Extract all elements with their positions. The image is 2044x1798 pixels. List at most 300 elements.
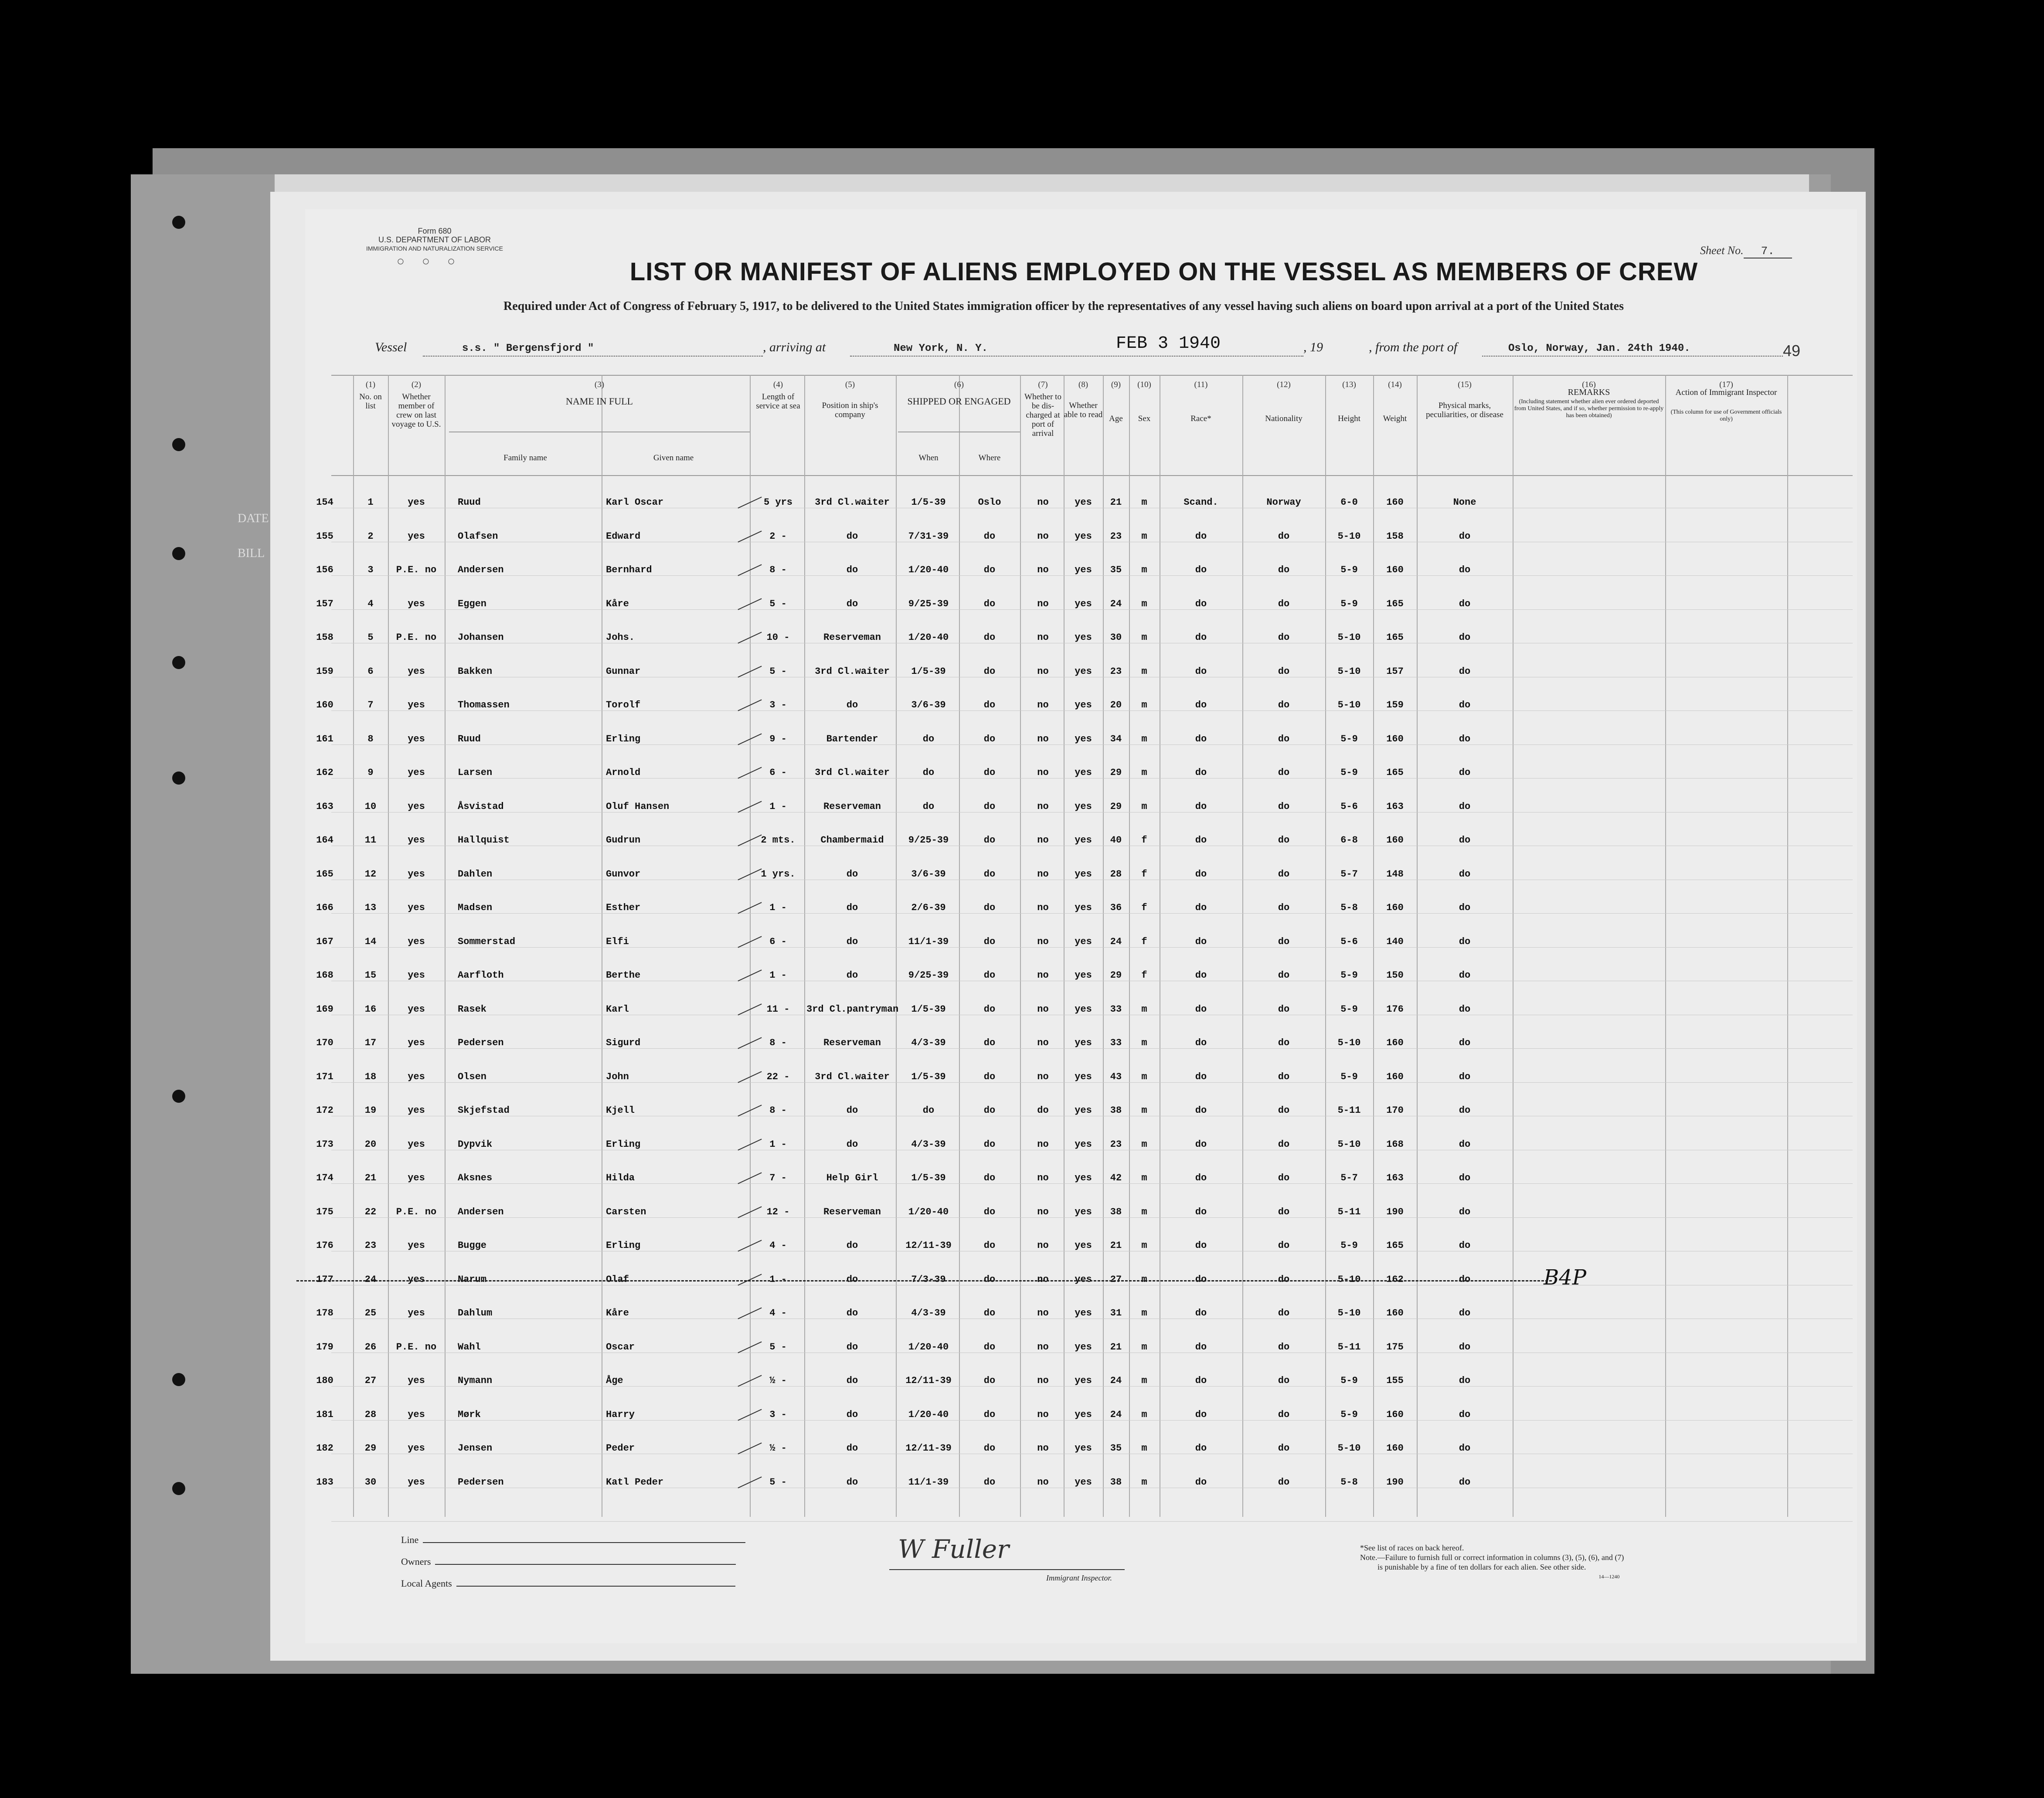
- cell-when: 1/5-39: [911, 1071, 946, 1082]
- cell-where: do: [983, 1341, 996, 1353]
- cell-prev: P.E. no: [396, 1341, 437, 1353]
- cell-sex: m: [1141, 733, 1147, 744]
- outer-line-number: 175: [316, 1206, 333, 1217]
- cell-phys: do: [1459, 666, 1471, 677]
- cell-height: 5-7: [1340, 868, 1358, 880]
- remark-initials: B4P: [1543, 1265, 1587, 1290]
- cell-disch: no: [1037, 936, 1049, 947]
- cell-family: Narum: [458, 1274, 487, 1285]
- cell-when: do: [922, 1105, 935, 1116]
- cell-where: do: [983, 1037, 996, 1048]
- cell-race: do: [1195, 1308, 1207, 1319]
- header-position: Position in ship's company: [822, 401, 878, 419]
- row-rule: [331, 913, 1853, 914]
- cell-no: 7: [367, 700, 374, 710]
- cell-read: yes: [1075, 1409, 1092, 1420]
- outer-line-number: 162: [316, 767, 333, 778]
- outer-line-number: 179: [316, 1341, 333, 1353]
- cell-no: 8: [367, 733, 374, 744]
- cell-sex: m: [1141, 1308, 1147, 1319]
- cell-nat: do: [1278, 801, 1290, 812]
- cell-read: yes: [1075, 835, 1092, 846]
- cell-given: Berthe: [606, 970, 641, 981]
- cell-nat: do: [1278, 970, 1290, 981]
- header-family-name: Family name: [503, 453, 547, 462]
- cell-where: do: [983, 801, 996, 812]
- cell-sex: m: [1141, 801, 1147, 812]
- cell-given: Erling: [606, 1240, 641, 1251]
- outer-line-number: 176: [316, 1240, 333, 1251]
- cell-height: 5-8: [1340, 902, 1358, 913]
- cell-given: Hilda: [606, 1173, 635, 1183]
- side-labels: [238, 501, 269, 571]
- cell-phys: do: [1459, 1003, 1471, 1015]
- cell-no: 29: [364, 1443, 377, 1454]
- cell-nat: do: [1278, 902, 1290, 913]
- header-member-prev: Whether member of crew on last voyage to U.S.: [391, 392, 441, 429]
- cell-sex: m: [1141, 666, 1147, 677]
- cell-weight: 162: [1386, 1274, 1404, 1285]
- column-number: (16): [1582, 380, 1596, 389]
- column-number: (14): [1388, 380, 1402, 389]
- cell-disch: no: [1037, 1476, 1049, 1488]
- arriving-label: , arriving at: [763, 340, 826, 354]
- cell-nat: do: [1278, 1308, 1290, 1319]
- cell-length: 2 -: [769, 530, 787, 542]
- cell-nat: do: [1278, 767, 1290, 778]
- cell-disch: no: [1037, 1308, 1049, 1319]
- cell-nat: do: [1278, 1206, 1290, 1217]
- cell-no: 21: [364, 1173, 377, 1183]
- cell-position: do: [846, 1341, 858, 1353]
- outer-line-number: 166: [316, 902, 333, 913]
- cell-when: 1/5-39: [911, 1173, 946, 1183]
- cell-read: yes: [1075, 700, 1092, 710]
- cell-read: yes: [1075, 767, 1092, 778]
- footer-line-rule: [423, 1542, 745, 1543]
- cell-weight: 165: [1386, 1240, 1404, 1251]
- cell-sex: m: [1141, 1274, 1147, 1285]
- cell-position: do: [846, 1274, 858, 1285]
- cell-when: do: [922, 733, 935, 744]
- cell-length: 1 -: [769, 801, 787, 812]
- cell-no: 4: [367, 598, 374, 609]
- cell-phys: do: [1459, 902, 1471, 913]
- row-strikethrough: [296, 1280, 1552, 1281]
- cell-race: do: [1195, 1409, 1207, 1420]
- column-rule: [1787, 375, 1788, 1517]
- manifest-sheet-inner: [305, 209, 1857, 1643]
- cell-nat: do: [1278, 1003, 1290, 1015]
- cell-prev: yes: [408, 1308, 425, 1319]
- cell-when: do: [922, 801, 935, 812]
- cell-weight: 155: [1386, 1375, 1404, 1386]
- cell-height: 5-11: [1337, 1341, 1361, 1353]
- cell-length: 5 -: [769, 598, 787, 609]
- header-sex: Sex: [1138, 414, 1151, 423]
- cell-sex: m: [1141, 1071, 1147, 1082]
- cell-phys: None: [1453, 497, 1476, 508]
- cell-length: 2 mts.: [761, 835, 796, 846]
- cell-race: do: [1195, 1071, 1207, 1082]
- vessel-line: [331, 334, 1857, 366]
- cell-prev: yes: [408, 1443, 425, 1454]
- footer-owners-label: Owners: [401, 1556, 431, 1567]
- cell-read: yes: [1075, 1443, 1092, 1454]
- row-rule: [331, 947, 1853, 948]
- binder-hole: [172, 1373, 185, 1386]
- cell-prev: yes: [408, 1139, 425, 1150]
- cell-length: 8 -: [769, 1105, 787, 1116]
- cell-height: 5-9: [1340, 1375, 1358, 1386]
- form-identifier: [366, 227, 503, 269]
- column-rule: [1665, 375, 1666, 1517]
- cell-sex: m: [1141, 530, 1147, 542]
- column-number: (12): [1277, 380, 1291, 389]
- footer-line-label: Line: [401, 1534, 419, 1545]
- cell-nat: do: [1278, 1173, 1290, 1183]
- cell-phys: do: [1459, 936, 1471, 947]
- cell-given: Kåre: [606, 598, 629, 609]
- cell-disch: no: [1037, 1037, 1049, 1048]
- cell-phys: do: [1459, 1274, 1471, 1285]
- header-read: Whether able to read: [1064, 401, 1103, 419]
- cell-position: do: [846, 564, 858, 575]
- cell-length: 9 -: [769, 733, 787, 744]
- cell-sex: m: [1141, 700, 1147, 710]
- cell-disch: no: [1037, 1443, 1049, 1454]
- cell-read: yes: [1075, 1308, 1092, 1319]
- cell-height: 5-6: [1340, 801, 1358, 812]
- cell-prev: yes: [408, 1375, 425, 1386]
- cell-disch: no: [1037, 801, 1049, 812]
- cell-prev: yes: [408, 1409, 425, 1420]
- cell-sex: m: [1141, 1375, 1147, 1386]
- outer-line-number: 160: [316, 700, 333, 710]
- cell-no: 26: [364, 1341, 377, 1353]
- page-number: 49: [1783, 342, 1801, 360]
- cell-phys: do: [1459, 970, 1471, 981]
- cell-given: Erling: [606, 1139, 641, 1150]
- cell-when: 1/5-39: [911, 1003, 946, 1015]
- cell-length: 7 -: [769, 1173, 787, 1183]
- row-rule: [331, 744, 1853, 745]
- cell-age: 23: [1110, 1139, 1122, 1150]
- cell-no: 30: [364, 1476, 377, 1488]
- cell-disch: no: [1037, 564, 1049, 575]
- cell-phys: do: [1459, 1341, 1471, 1353]
- cell-disch: no: [1037, 1274, 1049, 1285]
- footer-owners-field: [401, 1556, 736, 1567]
- cell-nat: do: [1278, 530, 1290, 542]
- cell-no: 5: [367, 632, 374, 643]
- column-rule: [1417, 375, 1418, 1517]
- cell-sex: m: [1141, 632, 1147, 643]
- table-top-rule: [331, 375, 1853, 376]
- row-rule: [331, 1048, 1853, 1049]
- column-number: (5): [845, 380, 855, 389]
- cell-age: 33: [1110, 1003, 1122, 1015]
- cell-given: Åge: [606, 1375, 623, 1386]
- outer-line-number: 163: [316, 801, 333, 812]
- cell-read: yes: [1075, 497, 1092, 508]
- sheet-number: [1700, 244, 1792, 258]
- cell-position: do: [846, 1308, 858, 1319]
- outer-line-number: 177: [316, 1274, 333, 1285]
- footer-note-failure: Note.—Failure to furnish full or correct information in columns (3), (5), (6), and (7): [1360, 1553, 1624, 1562]
- cell-nat: do: [1278, 936, 1290, 947]
- cell-position: do: [846, 1105, 858, 1116]
- cell-read: yes: [1075, 1105, 1092, 1116]
- cell-weight: 160: [1386, 1071, 1404, 1082]
- cell-age: 43: [1110, 1071, 1122, 1082]
- cell-where: do: [983, 598, 996, 609]
- form-number: Form 680: [418, 227, 452, 235]
- binder-hole: [172, 438, 185, 451]
- cell-no: 13: [364, 902, 377, 913]
- cell-nat: do: [1278, 1071, 1290, 1082]
- row-rule: [331, 1386, 1853, 1387]
- cell-position: do: [846, 1240, 858, 1251]
- cell-race: do: [1195, 970, 1207, 981]
- cell-position: do: [846, 1409, 858, 1420]
- cell-height: 5-9: [1340, 598, 1358, 609]
- cell-prev: P.E. no: [396, 1206, 437, 1217]
- cell-read: yes: [1075, 1173, 1092, 1183]
- cell-disch: do: [1037, 1105, 1049, 1116]
- cell-nat: do: [1278, 1476, 1290, 1488]
- cell-prev: yes: [408, 767, 425, 778]
- cell-given: Karl Oscar: [606, 497, 664, 508]
- vessel-name: s.s. " Bergensfjord ": [462, 343, 594, 354]
- cell-phys: do: [1459, 530, 1471, 542]
- cell-prev: yes: [408, 497, 425, 508]
- cell-family: Hallquist: [458, 835, 510, 846]
- cell-where: do: [983, 1206, 996, 1217]
- outer-line-number: 159: [316, 666, 333, 677]
- cell-family: Åsvistad: [458, 801, 504, 812]
- cell-where: do: [983, 1071, 996, 1082]
- binder-hole: [172, 1482, 185, 1495]
- cell-no: 2: [367, 530, 374, 542]
- header-nationality: Nationality: [1265, 414, 1303, 423]
- cell-no: 24: [364, 1274, 377, 1285]
- cell-sex: f: [1141, 835, 1147, 846]
- cell-disch: no: [1037, 1240, 1049, 1251]
- cell-position: 3rd Cl.waiter: [815, 666, 890, 677]
- cell-weight: 148: [1386, 868, 1404, 880]
- cell-length: 8 -: [769, 1037, 787, 1048]
- cell-nat: Norway: [1266, 497, 1301, 508]
- cell-no: 11: [364, 835, 377, 846]
- header-remarks-sub: (Including statement whether alien ever ordered deported from United States, and if so, whether permission to re-apply has been obtained): [1514, 398, 1664, 419]
- cell-disch: no: [1037, 1003, 1049, 1015]
- cell-length: 4 -: [769, 1240, 787, 1251]
- cell-position: Bartender: [826, 733, 878, 744]
- cell-weight: 163: [1386, 1173, 1404, 1183]
- cell-when: 9/25-39: [908, 970, 949, 981]
- cell-when: 1/20-40: [908, 1409, 949, 1420]
- cell-phys: do: [1459, 1476, 1471, 1488]
- footer-line-field: [401, 1534, 745, 1546]
- cell-family: Andersen: [458, 564, 504, 575]
- cell-prev: yes: [408, 902, 425, 913]
- column-rule: [445, 375, 446, 1517]
- header-weight: Weight: [1383, 414, 1407, 423]
- cell-position: do: [846, 902, 858, 913]
- cell-when: 1/5-39: [911, 666, 946, 677]
- cell-prev: yes: [408, 1274, 425, 1285]
- cell-when: 11/1-39: [908, 936, 949, 947]
- cell-family: Rasek: [458, 1003, 487, 1015]
- cell-where: do: [983, 564, 996, 575]
- cell-when: 1/20-40: [908, 1341, 949, 1353]
- cell-age: 21: [1110, 1240, 1122, 1251]
- outer-line-number: 165: [316, 868, 333, 880]
- cell-prev: yes: [408, 1071, 425, 1082]
- cell-family: Jensen: [458, 1443, 493, 1454]
- cell-position: Reserveman: [823, 1037, 881, 1048]
- cell-where: do: [983, 936, 996, 947]
- cell-nat: do: [1278, 598, 1290, 609]
- punch-marks: ○○○: [396, 254, 473, 269]
- cell-height: 5-6: [1340, 936, 1358, 947]
- cell-length: 5 -: [769, 1476, 787, 1488]
- footer-notes: [1360, 1543, 1624, 1581]
- column-number: (15): [1458, 380, 1472, 389]
- page-subtitle: Required under Act of Congress of February 5, 1917, to be delivered to the United States immigration officer by the representatives of any vessel having such aliens on board upon arrival at a port of the United States: [503, 299, 1624, 313]
- cell-read: yes: [1075, 1071, 1092, 1082]
- cell-given: Olaf: [606, 1274, 629, 1285]
- header-remarks: REMARKS: [1568, 387, 1610, 397]
- outer-line-number: 171: [316, 1071, 333, 1082]
- cell-race: do: [1195, 564, 1207, 575]
- outer-line-number: 173: [316, 1139, 333, 1150]
- column-number: (1): [365, 380, 376, 389]
- header-given-name: Given name: [653, 453, 694, 462]
- cell-age: 38: [1110, 1105, 1122, 1116]
- cell-where: do: [983, 632, 996, 643]
- cell-position: do: [846, 936, 858, 947]
- cell-length: ½ -: [769, 1443, 787, 1454]
- row-rule: [331, 575, 1853, 576]
- outer-line-number: 164: [316, 835, 333, 846]
- cell-race: do: [1195, 1375, 1207, 1386]
- cell-height: 5-9: [1340, 564, 1358, 575]
- cell-weight: 160: [1386, 1308, 1404, 1319]
- cell-phys: do: [1459, 1173, 1471, 1183]
- column-rule: [353, 375, 354, 1517]
- cell-when: 7/3-39: [911, 1274, 946, 1285]
- outer-line-number: 155: [316, 530, 333, 542]
- cell-phys: do: [1459, 1105, 1471, 1116]
- cell-length: 3 -: [769, 1409, 787, 1420]
- cell-length: 6 -: [769, 767, 787, 778]
- outer-line-number: 170: [316, 1037, 333, 1048]
- inspector-signature: W Fuller: [898, 1534, 1009, 1564]
- cell-given: John: [606, 1071, 629, 1082]
- cell-age: 35: [1110, 1443, 1122, 1454]
- column-number: (9): [1111, 380, 1121, 389]
- cell-disch: no: [1037, 530, 1049, 542]
- cell-prev: yes: [408, 1003, 425, 1015]
- cell-height: 5-10: [1337, 700, 1361, 710]
- cell-race: do: [1195, 1206, 1207, 1217]
- from-port-label: , from the port of: [1369, 340, 1458, 354]
- cell-height: 5-9: [1340, 1003, 1358, 1015]
- cell-family: Eggen: [458, 598, 487, 609]
- cell-no: 1: [367, 497, 374, 508]
- cell-prev: yes: [408, 700, 425, 710]
- cell-given: Oscar: [606, 1341, 635, 1353]
- header-where: Where: [978, 453, 1001, 462]
- cell-position: 3rd Cl.waiter: [815, 497, 890, 508]
- cell-position: do: [846, 1139, 858, 1150]
- cell-disch: no: [1037, 598, 1049, 609]
- column-number: (3): [594, 380, 605, 389]
- header-no-on-list: No. on list: [359, 392, 382, 411]
- cell-when: 12/11-39: [905, 1375, 952, 1386]
- cell-where: do: [983, 767, 996, 778]
- cell-weight: 165: [1386, 632, 1404, 643]
- cell-race: do: [1195, 1443, 1207, 1454]
- cell-sex: m: [1141, 1341, 1147, 1353]
- cell-nat: do: [1278, 1139, 1290, 1150]
- cell-position: Help Girl: [826, 1173, 878, 1183]
- footer-print-code: 14—1240: [1598, 1574, 1620, 1580]
- cell-weight: 190: [1386, 1206, 1404, 1217]
- cell-phys: do: [1459, 767, 1471, 778]
- cell-height: 5-10: [1337, 530, 1361, 542]
- cell-family: Sommerstad: [458, 936, 516, 947]
- cell-age: 21: [1110, 497, 1122, 508]
- outer-line-number: 172: [316, 1105, 333, 1116]
- cell-no: 6: [367, 666, 374, 677]
- cell-disch: no: [1037, 1341, 1049, 1353]
- header-discharged: Whether to be dis-charged at port of arrival: [1024, 392, 1061, 438]
- cell-weight: 140: [1386, 936, 1404, 947]
- cell-read: yes: [1075, 868, 1092, 880]
- footer-note-fine: is punishable by a fine of ten dollars for each alien. See other side.: [1377, 1563, 1586, 1571]
- cell-phys: do: [1459, 1308, 1471, 1319]
- cell-weight: 160: [1386, 497, 1404, 508]
- cell-where: do: [983, 530, 996, 542]
- cell-race: do: [1195, 1476, 1207, 1488]
- cell-given: Harry: [606, 1409, 635, 1420]
- cell-sex: m: [1141, 1105, 1147, 1116]
- cell-position: Reserveman: [823, 801, 881, 812]
- row-rule: [331, 1521, 1853, 1522]
- column-number: (2): [411, 380, 422, 389]
- cell-given: Edward: [606, 530, 641, 542]
- cell-weight: 160: [1386, 1443, 1404, 1454]
- cell-height: 5-10: [1337, 1037, 1361, 1048]
- cell-length: 6 -: [769, 936, 787, 947]
- cell-weight: 159: [1386, 700, 1404, 710]
- cell-phys: do: [1459, 801, 1471, 812]
- cell-when: 1/5-39: [911, 497, 946, 508]
- cell-when: 4/3-39: [911, 1037, 946, 1048]
- cell-weight: 170: [1386, 1105, 1404, 1116]
- cell-given: Gudrun: [606, 835, 641, 846]
- header-length-service: Length of service at sea: [756, 392, 800, 411]
- cell-nat: do: [1278, 1341, 1290, 1353]
- cell-no: 12: [364, 868, 377, 880]
- cell-weight: 150: [1386, 970, 1404, 981]
- cell-sex: f: [1141, 970, 1147, 981]
- cell-length: 1 -: [769, 902, 787, 913]
- cell-race: do: [1195, 835, 1207, 846]
